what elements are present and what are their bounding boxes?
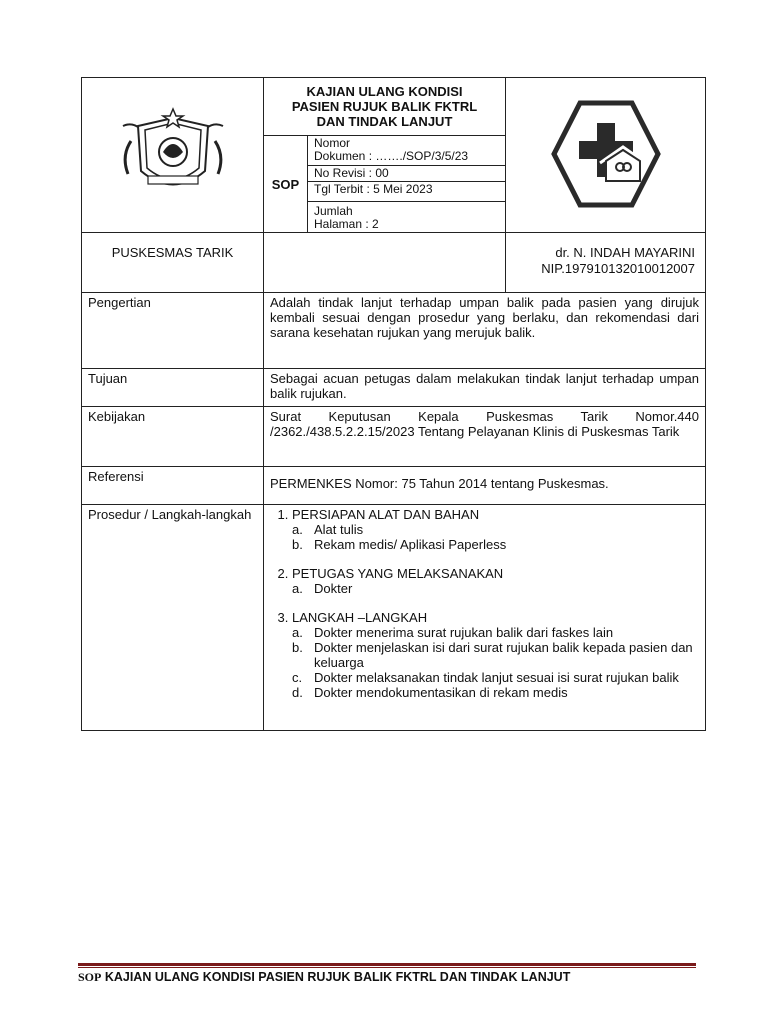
procedure-item	[292, 610, 699, 700]
revision-number	[308, 166, 506, 182]
list-item-text: Dokter	[314, 581, 353, 596]
kebijakan-text: Surat Keputusan Kepala Puskesmas Tarik Nomor.440 /2362./438.5.2.2.15/2023 Tentang Pelayanan Klinis di Puskesmas Tarik	[264, 407, 706, 467]
sop-table	[81, 77, 706, 731]
document-title	[264, 78, 506, 136]
procedure-item	[292, 507, 699, 552]
procedure-item-title: PETUGAS YANG MELAKSANAKAN	[292, 566, 504, 581]
revision-value: No Revisi : 00	[314, 166, 389, 180]
footer-sop-label: SOP	[78, 970, 102, 984]
sop-document	[81, 77, 705, 731]
pengertian-label: Pengertian	[82, 293, 264, 369]
page-count-value: Halaman : 2	[314, 217, 379, 231]
procedure-item	[292, 566, 699, 596]
procedure-sublist	[292, 581, 699, 596]
referensi-label: Referensi	[82, 467, 264, 505]
regency-emblem-cell	[82, 78, 264, 233]
list-item-text: Dokter melaksanakan tindak lanjut sesuai isi surat rujukan balik	[314, 670, 679, 685]
list-marker: b.	[292, 537, 303, 552]
regency-emblem-logo	[113, 106, 233, 201]
list-item-text: Dokter menerima surat rujukan balik dari faskes lain	[314, 625, 614, 640]
institution-name: PUSKESMAS TARIK	[111, 245, 234, 260]
signature-space	[264, 233, 506, 293]
list-item	[292, 685, 699, 700]
list-item-text: Dokter mendokumentasikan di rekam medis	[314, 685, 568, 700]
sop-label-cell	[264, 136, 308, 233]
pengertian-text: Adalah tindak lanjut terhadap umpan balik pada pasien yang dirujuk kembali sesuai dengan prosedur yang berlaku, dan rekomendasi dari sarana kesehatan rujukan yang merujuk balik.	[264, 293, 706, 369]
list-marker: b.	[292, 640, 303, 655]
list-item	[292, 537, 699, 552]
signatory-nip: NIP.197910132010012007	[541, 261, 695, 276]
nomor-value: Dokumen : ……./SOP/3/5/23	[314, 149, 469, 163]
footer-rule-thin	[78, 967, 696, 968]
page-count-label: Jumlah	[314, 204, 353, 218]
puskesmas-logo-cell	[506, 78, 706, 233]
signatory-name: dr. N. INDAH MAYARINI	[555, 245, 695, 260]
footer-title: KAJIAN ULANG KONDISI PASIEN RUJUK BALIK FKTRL DAN TINDAK LANJUT	[104, 970, 571, 984]
list-item	[292, 581, 699, 596]
list-marker: d.	[292, 685, 303, 700]
prosedur-label: Prosedur / Langkah-langkah	[82, 505, 264, 731]
procedure-sublist	[292, 522, 699, 552]
referensi-text	[264, 467, 706, 505]
issue-and-pages	[308, 182, 506, 233]
referensi-value: PERMENKES Nomor: 75 Tahun 2014 tentang Puskesmas.	[270, 476, 609, 491]
title-line-2: PASIEN RUJUK BALIK FKTRL	[291, 99, 478, 114]
footer-text	[78, 970, 696, 985]
nomor-label: Nomor	[314, 136, 351, 150]
issue-date: Tgl Terbit : 5 Mei 2023	[308, 182, 505, 202]
kebijakan-label: Kebijakan	[82, 407, 264, 467]
page-footer	[78, 963, 696, 985]
list-item	[292, 670, 699, 685]
tujuan-label: Tujuan	[82, 369, 264, 407]
document-number	[308, 136, 506, 166]
puskesmas-logo	[550, 99, 662, 209]
prosedur-content	[264, 505, 706, 731]
signatory-cell	[506, 233, 706, 293]
list-item-text: Alat tulis	[314, 522, 364, 537]
list-item-text: Rekam medis/ Aplikasi Paperless	[314, 537, 507, 552]
procedure-list	[270, 507, 699, 700]
title-line-3: DAN TINDAK LANJUT	[316, 114, 453, 129]
list-item-text: Dokter menjelaskan isi dari surat rujukan balik kepada pasien dan keluarga	[314, 640, 693, 670]
title-line-1: KAJIAN ULANG KONDISI	[306, 84, 463, 99]
sop-label: SOP	[271, 176, 300, 192]
procedure-sublist	[292, 625, 699, 700]
procedure-item-title: LANGKAH –LANGKAH	[292, 610, 428, 625]
tujuan-text: Sebagai acuan petugas dalam melakukan tindak lanjut terhadap umpan balik rujukan.	[264, 369, 706, 407]
institution-cell	[82, 233, 264, 293]
list-item	[292, 625, 699, 640]
list-item	[292, 640, 699, 670]
procedure-item-title: PERSIAPAN ALAT DAN BAHAN	[292, 507, 480, 522]
list-marker: a.	[292, 625, 303, 640]
list-item	[292, 522, 699, 537]
list-marker: c.	[292, 670, 303, 685]
list-marker: a.	[292, 522, 303, 537]
footer-rule	[78, 963, 696, 966]
list-marker: a.	[292, 581, 303, 596]
